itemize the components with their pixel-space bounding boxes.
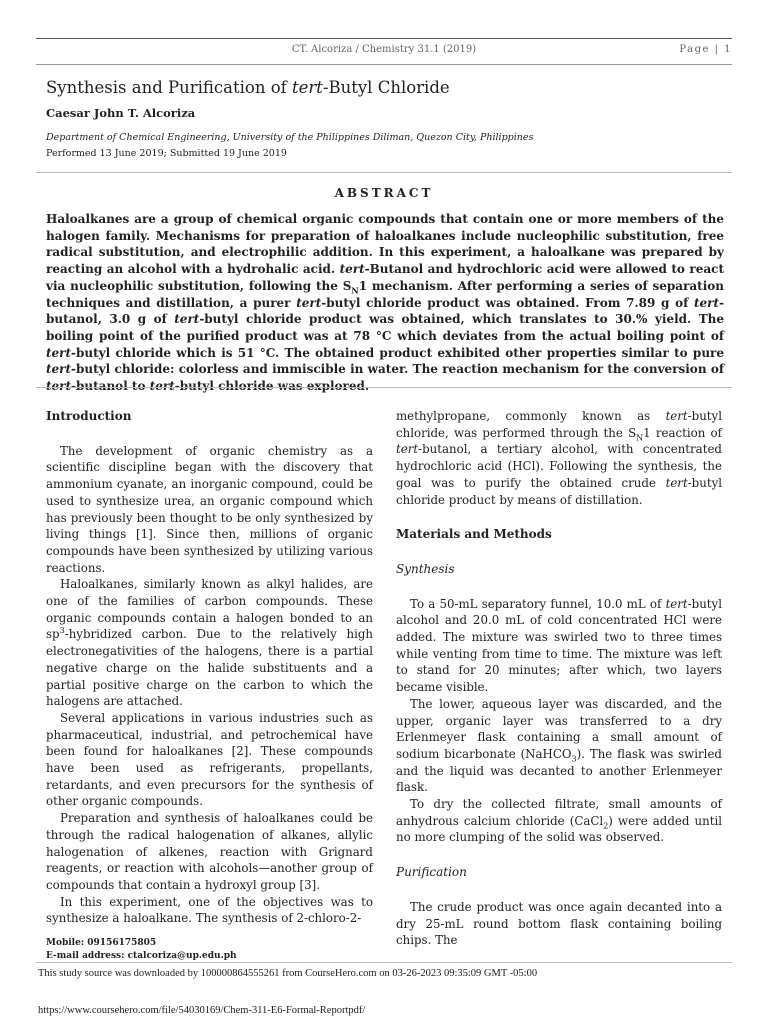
intro-paragraph: Several applications in various industries such as pharmaceutical, industrial, and petrochemical have been found for haloalkanes [2]. These compounds have been used as refrigerants, propellants, retardants, and even precursors for the synthesis of other organic compounds. bbox=[46, 710, 373, 809]
methods-paragraph: The lower, aqueous layer was discarded, and the upper, organic layer was transferred to a dry Erlenmeyer flask containing a small amount of sodium bicarbonate (NaHCO$_3$). The flask was swirled and the liquid was decanted to another Erlenmeyer flask. bbox=[396, 696, 722, 795]
methods-paragraph: The crude product was once again decanted into a dry 25-mL round bottom flask containing boiling chips. The bbox=[396, 899, 722, 948]
footnote-mobile: Mobile: 09156175805 bbox=[46, 938, 157, 948]
source-line: This study source was downloaded by 100000864555261 from CourseHero.com on 03-26-2023 09:35:09 GMT -05:00 bbox=[38, 968, 538, 979]
abstract-heading: ABSTRACT bbox=[334, 186, 434, 200]
source-url[interactable]: https://www.coursehero.com/file/54030169/Chem-311-E6-Formal-Reportpdf/ bbox=[38, 1005, 366, 1016]
running-head-text: CT. Alcoriza / Chemistry 31.1 (2019) bbox=[291, 44, 477, 55]
abstract-rule-top bbox=[36, 172, 732, 173]
footnote-email: E-mail address: ctalcoriza@up.edu.ph bbox=[46, 951, 237, 961]
intro-paragraph: The development of organic chemistry as a scientific discipline began with the discovery that ammonium cyanate, an inorganic compound, could be used to synthesize urea, an organic compound which has previously been thought to be only synthesized by living things [1]. Since then, millions of organic compounds have been synthesized by utilizing various reactions. bbox=[46, 443, 373, 575]
subsection-heading-synthesis: Synthesis bbox=[396, 561, 455, 576]
page-number: Page | 1 bbox=[679, 44, 732, 55]
footer-rule bbox=[36, 962, 732, 963]
methods-paragraph: To a 50-mL separatory funnel, 10.0 mL of tert-butyl alcohol and 20.0 mL of cold concentrated HCl were added. The mixture was swirled two to three times while venting from time to time. The mixture was left to stand for 20 minutes; after which, two layers became visible. bbox=[396, 596, 722, 695]
left-column bbox=[46, 408, 373, 927]
footnote bbox=[46, 937, 237, 963]
top-rule bbox=[36, 38, 732, 39]
intro-paragraph: Preparation and synthesis of haloalkanes could be through the radical halogenation of alkanes, allylic halogenation of alkenes, reaction with Grignard reagents, or reaction with alcohols—another group of compounds that contain a hydroxyl group [3]. bbox=[46, 811, 373, 892]
intro-paragraph: In this experiment, one of the objectives was to synthesize a haloalkane. The synthesis of 2-chloro-2- bbox=[46, 894, 373, 926]
subsection-heading-purification: Purification bbox=[396, 865, 467, 880]
section-heading-introduction: Introduction bbox=[46, 409, 132, 423]
dates: Performed 13 June 2019; Submitted 19 June 2019 bbox=[46, 148, 287, 159]
methods-paragraph: To dry the collected filtrate, small amounts of anhydrous calcium chloride (CaCl$_2$) were added until no more clumping of the solid was observed. bbox=[396, 797, 723, 845]
intro-paragraph: Haloalkanes, similarly known as alkyl halides, are one of the families of carbon compounds. These organic compounds contain a halogen bonded to an $sp^3$-hybridized carbon. Due to the relatively high electronegativities of the halogens, there is a partial negative charge on the halide substituents and a partial positive charge on the carbon to which the halogens are attached. bbox=[46, 577, 373, 709]
author-name: Caesar John T. Alcoriza bbox=[46, 106, 196, 120]
header-rule bbox=[36, 64, 732, 65]
abstract-rule-bottom bbox=[36, 387, 732, 388]
section-heading-methods: Materials and Methods bbox=[396, 527, 552, 542]
abstract-text: Haloalkanes are a group of chemical organic compounds that contain one or more members of the halogen family. Mechanisms for preparation of haloalkanes include nucleophilic substitution, free radical substitution, and electrophilic addition. In this experiment, a haloalkane was prepared by reacting an alcohol with a hydrohalic acid. tert-Butanol and hydrochloric acid were allowed to react via nucleophilic substitution, following the $S_N1$ mechanism. After performing a series of separation techniques and distillation, a purer tert-butyl chloride product was obtained. From 7.89 g of tert-butanol, 3.0 g of tert-butyl chloride product was obtained, which translates to 30.% yield. The boiling point of the purified product was at 78 °C which deviates from the actual boiling point of tert-butyl chloride which is 51 °C. The obtained product exhibited other properties similar to pure tert-butyl chloride: colorless and immiscible in water. The reaction mechanism for the conversion of tert-butanol to tert-butyl chloride was explored. bbox=[46, 212, 724, 394]
paper-title: Synthesis and Purification of tert-Butyl Chloride bbox=[46, 78, 450, 97]
right-column bbox=[396, 408, 722, 949]
affiliation: Department of Chemical Engineering, University of the Philippines Diliman, Quezon City, Philippines bbox=[46, 132, 534, 143]
intro-paragraph-continued: methylpropane, commonly known as tert-butyl chloride, was performed through the $S_N1$ reaction of tert-butanol, a tertiary alcohol, with concentrated hydrochloric acid (HCl). Following the synthesis, the goal was to purify the obtained crude tert-butyl chloride product by means of distillation. bbox=[396, 409, 723, 507]
